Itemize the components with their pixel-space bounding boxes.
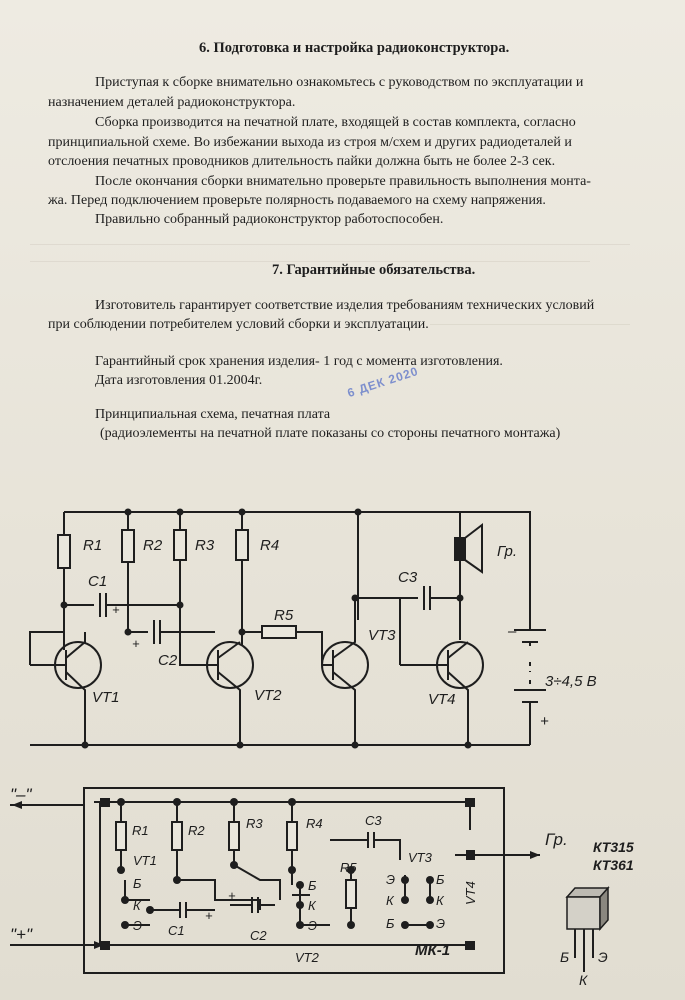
- board-label-r4: R4: [306, 816, 323, 831]
- transistor-model-2: КТ361: [593, 857, 634, 873]
- pin-k: К: [436, 893, 444, 908]
- pin-b: Б: [436, 872, 445, 887]
- label-battery-plus: +: [540, 713, 549, 730]
- paragraph-line: Приступая к сборке внимательно ознакомьтесь с руководством по эксплуатации и: [95, 75, 584, 90]
- board-label-c3: C3: [365, 813, 382, 828]
- label-c1: C1: [88, 573, 108, 590]
- board-label-r5: R5: [340, 860, 357, 875]
- label-c2-plus: +: [132, 636, 140, 651]
- label-vt1: VT1: [92, 689, 120, 706]
- pin-k: К: [133, 898, 141, 913]
- board-label-r3: R3: [246, 816, 263, 831]
- label-r3: R3: [195, 537, 215, 554]
- transistor-model-1: КТ315: [593, 839, 634, 855]
- label-r5: R5: [274, 607, 294, 624]
- board-speaker-label: Гр.: [545, 830, 568, 849]
- board-label-vt4: VT4: [463, 881, 478, 905]
- transistor-pin-e: Э: [598, 949, 608, 965]
- label-r2: R2: [143, 537, 163, 554]
- pin-k: К: [308, 898, 316, 913]
- paragraph-line: Сборка производится на печатной плате, входящей в состав комплекта, согласно: [95, 115, 576, 130]
- pin-b: Б: [133, 876, 142, 891]
- label-c1-plus: +: [112, 602, 120, 617]
- paragraph-line: назначением деталей радиоконструктора.: [48, 95, 296, 110]
- paragraph-line: жа. Перед подключением проверьте полярность подаваемого на схему напряжения.: [48, 193, 546, 208]
- pin-e: Э: [308, 918, 318, 933]
- label-voltage: 3÷4,5 В: [545, 673, 597, 690]
- board-c1-plus: +: [205, 908, 213, 923]
- label-battery-minus: –: [508, 623, 517, 640]
- paragraph-line: отслоения печатных проводников длительность пайки должна быть не более 2-3 сек.: [48, 154, 556, 169]
- paragraph-line: Изготовитель гарантирует соответствие изделия требованиям технических условий: [95, 298, 595, 313]
- transistor-pin-b: Б: [560, 949, 570, 965]
- date-stamp: 6 ДЕК 2020: [345, 363, 421, 401]
- board-label-r1: R1: [132, 823, 149, 838]
- pin-e: Э: [436, 916, 446, 931]
- manufacture-date: Дата изготовления 01.2004г.: [95, 373, 263, 388]
- board-label-vt3: VT3: [408, 850, 432, 865]
- pcb-layout: [0, 770, 685, 995]
- label-vt4: VT4: [428, 691, 456, 708]
- schematic-subcaption: (радиоэлементы на печатной плате показаны со стороны печатного монтажа): [100, 426, 561, 441]
- warranty-period: Гарантийный срок хранения изделия- 1 год с момента изготовления.: [95, 354, 503, 369]
- label-speaker: Гр.: [497, 543, 518, 560]
- label-c2: C2: [158, 652, 178, 669]
- paragraph-line: при соблюдении потребителем условий сборки и эксплуатации.: [48, 317, 429, 332]
- board-label-vt2: VT2: [295, 950, 319, 965]
- terminal-plus-label: "+": [10, 925, 32, 944]
- board-label-vt1: VT1: [133, 853, 157, 868]
- section-6-title: 6. Подготовка и настройка радиоконструктора.: [199, 40, 510, 56]
- schematic-caption: Принципиальная схема, печатная плата: [95, 407, 331, 422]
- board-label-r2: R2: [188, 823, 205, 838]
- label-r4: R4: [260, 537, 280, 554]
- label-vt3: VT3: [368, 627, 396, 644]
- label-vt2: VT2: [254, 687, 282, 704]
- section-7-title: 7. Гарантийные обязательства.: [272, 262, 476, 278]
- pin-e: Э: [386, 872, 396, 887]
- circuit-schematic: [0, 500, 685, 760]
- paragraph-line: принципиальной схеме. Во избежании выхода из строя м/схем и других радиодеталей и: [48, 135, 572, 150]
- label-c3: C3: [398, 569, 418, 586]
- pin-k: К: [386, 893, 394, 908]
- board-label-c1: C1: [168, 923, 185, 938]
- paragraph-line: Правильно собранный радиоконструктор работоспособен.: [95, 212, 444, 227]
- board-c2-plus: +: [228, 888, 236, 903]
- pin-e: Э: [133, 918, 143, 933]
- board-label-c2: C2: [250, 928, 267, 943]
- transistor-pin-k: К: [579, 972, 588, 988]
- paragraph-line: После окончания сборки внимательно проверьте правильность выполнения монта-: [95, 174, 591, 189]
- label-r1: R1: [83, 537, 103, 554]
- pin-b: Б: [386, 916, 395, 931]
- terminal-minus-label: "–": [10, 785, 32, 804]
- module-label: МК-1: [415, 942, 451, 959]
- pin-b: Б: [308, 878, 317, 893]
